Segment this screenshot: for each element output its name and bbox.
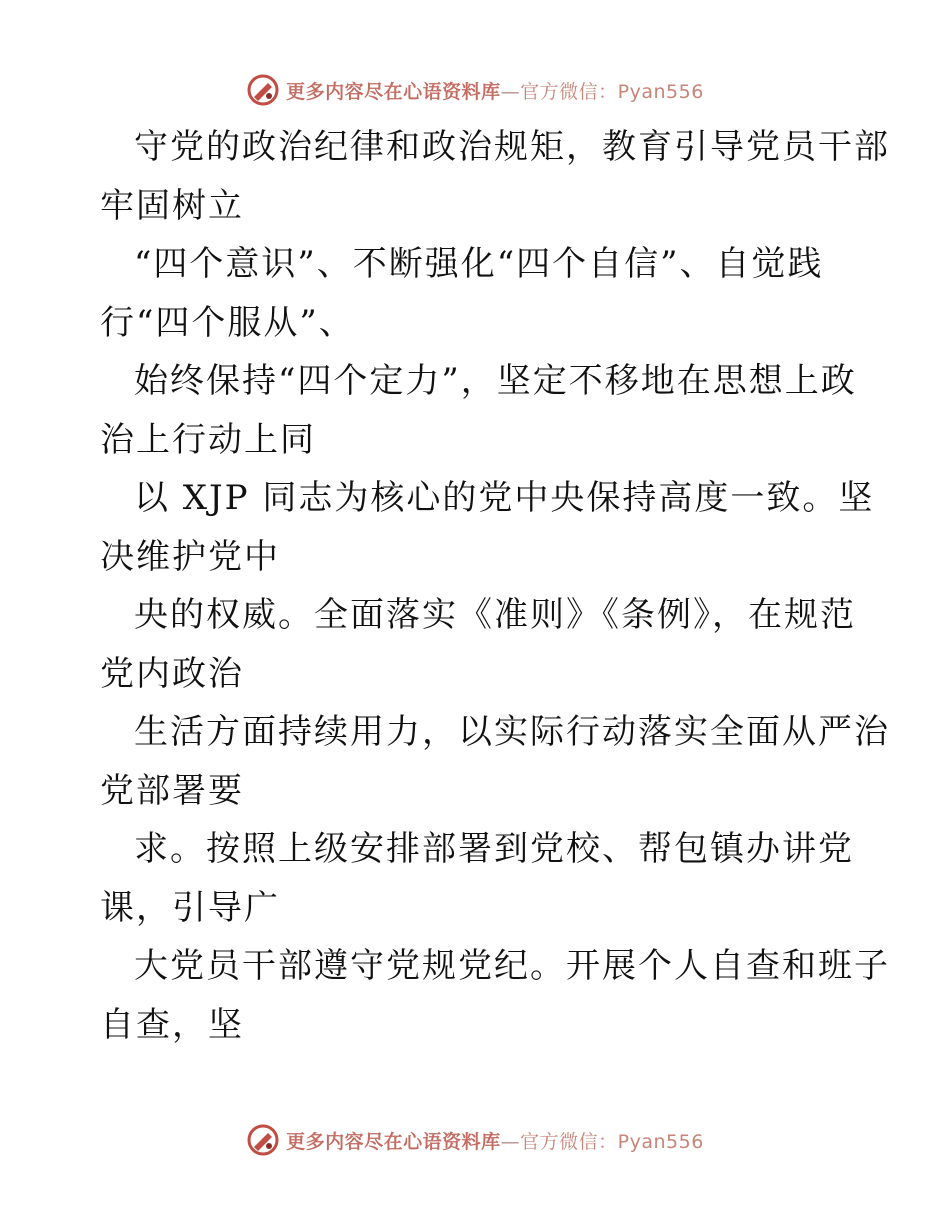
text-line: 牢固树立 xyxy=(100,185,244,226)
text-line: 始终保持“四个定力”，坚定不移地在思想上政 xyxy=(134,361,857,401)
logo-icon xyxy=(246,73,280,107)
text-line: 以 XJP 同志为核心的党中央保持高度一致。坚 xyxy=(134,478,875,518)
text-line: 求。按照上级安排部署到党校、帮包镇办讲党 xyxy=(134,829,854,869)
text-line: 央的权威。全面落实《准则》《条例》，在规范 xyxy=(134,595,856,635)
text-line: 党内政治 xyxy=(100,653,244,694)
text-line: 大党员干部遵守党规党纪。开展个人自查和班子 xyxy=(134,946,890,986)
text-line: 自查，坚 xyxy=(100,1004,244,1045)
watermark-text: 更多内容尽在心语资料库—官方微信：Pyan556 xyxy=(286,1130,704,1153)
text-line: 行“四个服从”、 xyxy=(100,302,355,343)
document-body xyxy=(100,118,890,1054)
text-line: 守党的政治纪律和政治规矩，教育引导党员干部 xyxy=(134,127,890,167)
logo-icon xyxy=(246,1123,280,1157)
text-line: 生活方面持续用力，以实际行动落实全面从严治 xyxy=(134,712,890,752)
footer-watermark xyxy=(0,1120,950,1160)
text-line: 党部署要 xyxy=(100,770,244,811)
watermark-text: 更多内容尽在心语资料库—官方微信：Pyan556 xyxy=(286,80,704,103)
text-line: “四个意识”、不断强化“四个自信”、自觉践 xyxy=(134,244,824,284)
header-watermark xyxy=(0,70,950,110)
text-line: 决维护党中 xyxy=(100,536,280,577)
text-line: 治上行动上同 xyxy=(100,419,316,460)
text-line: 课，引导广 xyxy=(100,887,280,928)
